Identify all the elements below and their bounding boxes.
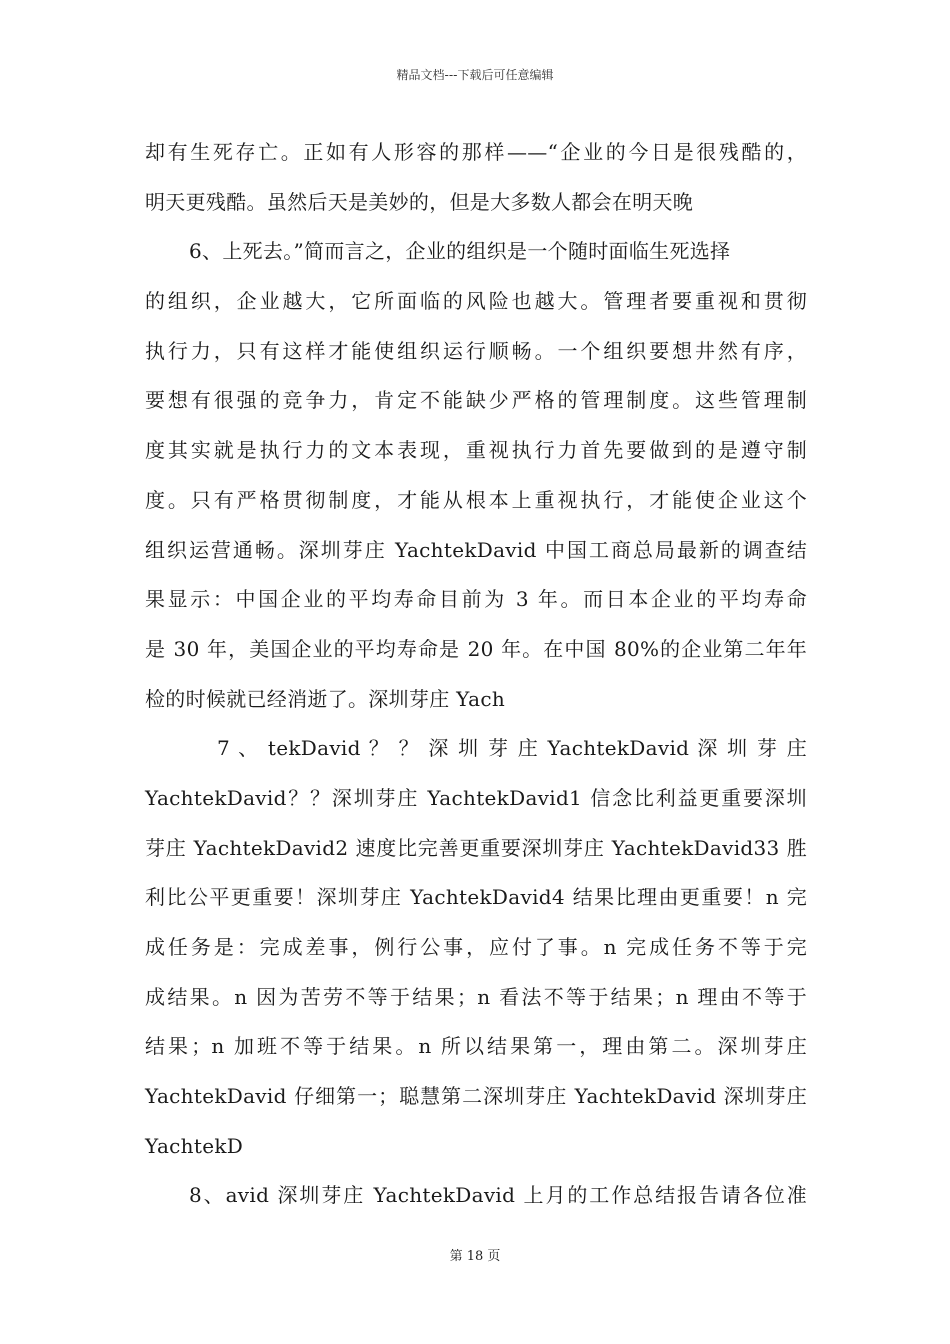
text-line: 度其实就是执行力的文本表现，重视执行力首先要做到的是遵守制 [145,438,807,463]
text-line: 是 30 年，美国企业的平均寿命是 20 年。在中国 80%的企业第二年年 [145,636,807,661]
text-line: 检的时候就已经消逝了。深圳芽庄 Yach [145,686,506,711]
text-line: 果显示：中国企业的平均寿命目前为 3 年。而日本企业的平均寿命 [145,587,807,612]
text-line: YachtekD [145,1133,244,1158]
text-line: 的组织，企业越大，它所面临的风险也越大。管理者要重视和贯彻 [145,289,807,314]
text-line: 度。只有严格贯彻制度，才能从根本上重视执行，才能使企业这个 [145,487,807,512]
text-line: 却有生死存亡。正如有人形容的那样——“企业的今日是很残酷的， [145,140,807,164]
text-line: 执行力，只有这样才能使组织运行顺畅。一个组织要想井然有序， [145,338,807,363]
text-line: 组织运营通畅。深圳芽庄 YachtekDavid 中国工商总局最新的调查结 [145,537,807,562]
text-line: YachtekDavid？？深圳芽庄 YachtekDavid1 信念比利益更重要深圳 [145,785,807,810]
numbered-paragraph-8: 8、avid 深圳芽庄 YachtekDavid 上月的工作总结报告请各位准 [189,1183,807,1208]
text-line: 明天更残酷。虽然后天是美妙的，但是大多数人都会在明天晚 [145,189,694,214]
text-line: 结果；n 加班不等于结果。n 所以结果第一，理由第二。深圳芽庄 [145,1034,807,1059]
text-line: 要想有很强的竞争力，肯定不能缺少严格的管理制度。这些管理制 [145,388,807,413]
text-line: 芽庄 YachtekDavid2 速度比完善更重要深圳芽庄 YachtekDavid33 胜 [145,835,807,860]
text-line: 成结果。n 因为苦劳不等于结果；n 看法不等于结果；n 理由不等于 [145,984,807,1009]
text-line: 成任务是：完成差事，例行公事，应付了事。n 完成任务不等于完 [145,935,807,959]
numbered-paragraph-7: 7 、 tekDavid ？ ？ 深 圳 芽 庄 YachtekDavid 深 圳 芽 庄 [217,736,807,761]
text-line: 利比公平更重要！深圳芽庄 YachtekDavid4 结果比理由更重要！n 完 [145,885,807,910]
page-number: 第 18 页 [449,1249,501,1264]
numbered-paragraph-6: 6、上死去。”简而言之，企业的组织是一个随时面临生死选择 [189,239,731,264]
text-line: YachtekDavid 仔细第一；聪慧第二深圳芽庄 YachtekDavid 深圳芽庄 [145,1084,807,1109]
document-body [145,128,807,1221]
page-header: 精品文档---下载后可任意编辑 [396,68,554,82]
